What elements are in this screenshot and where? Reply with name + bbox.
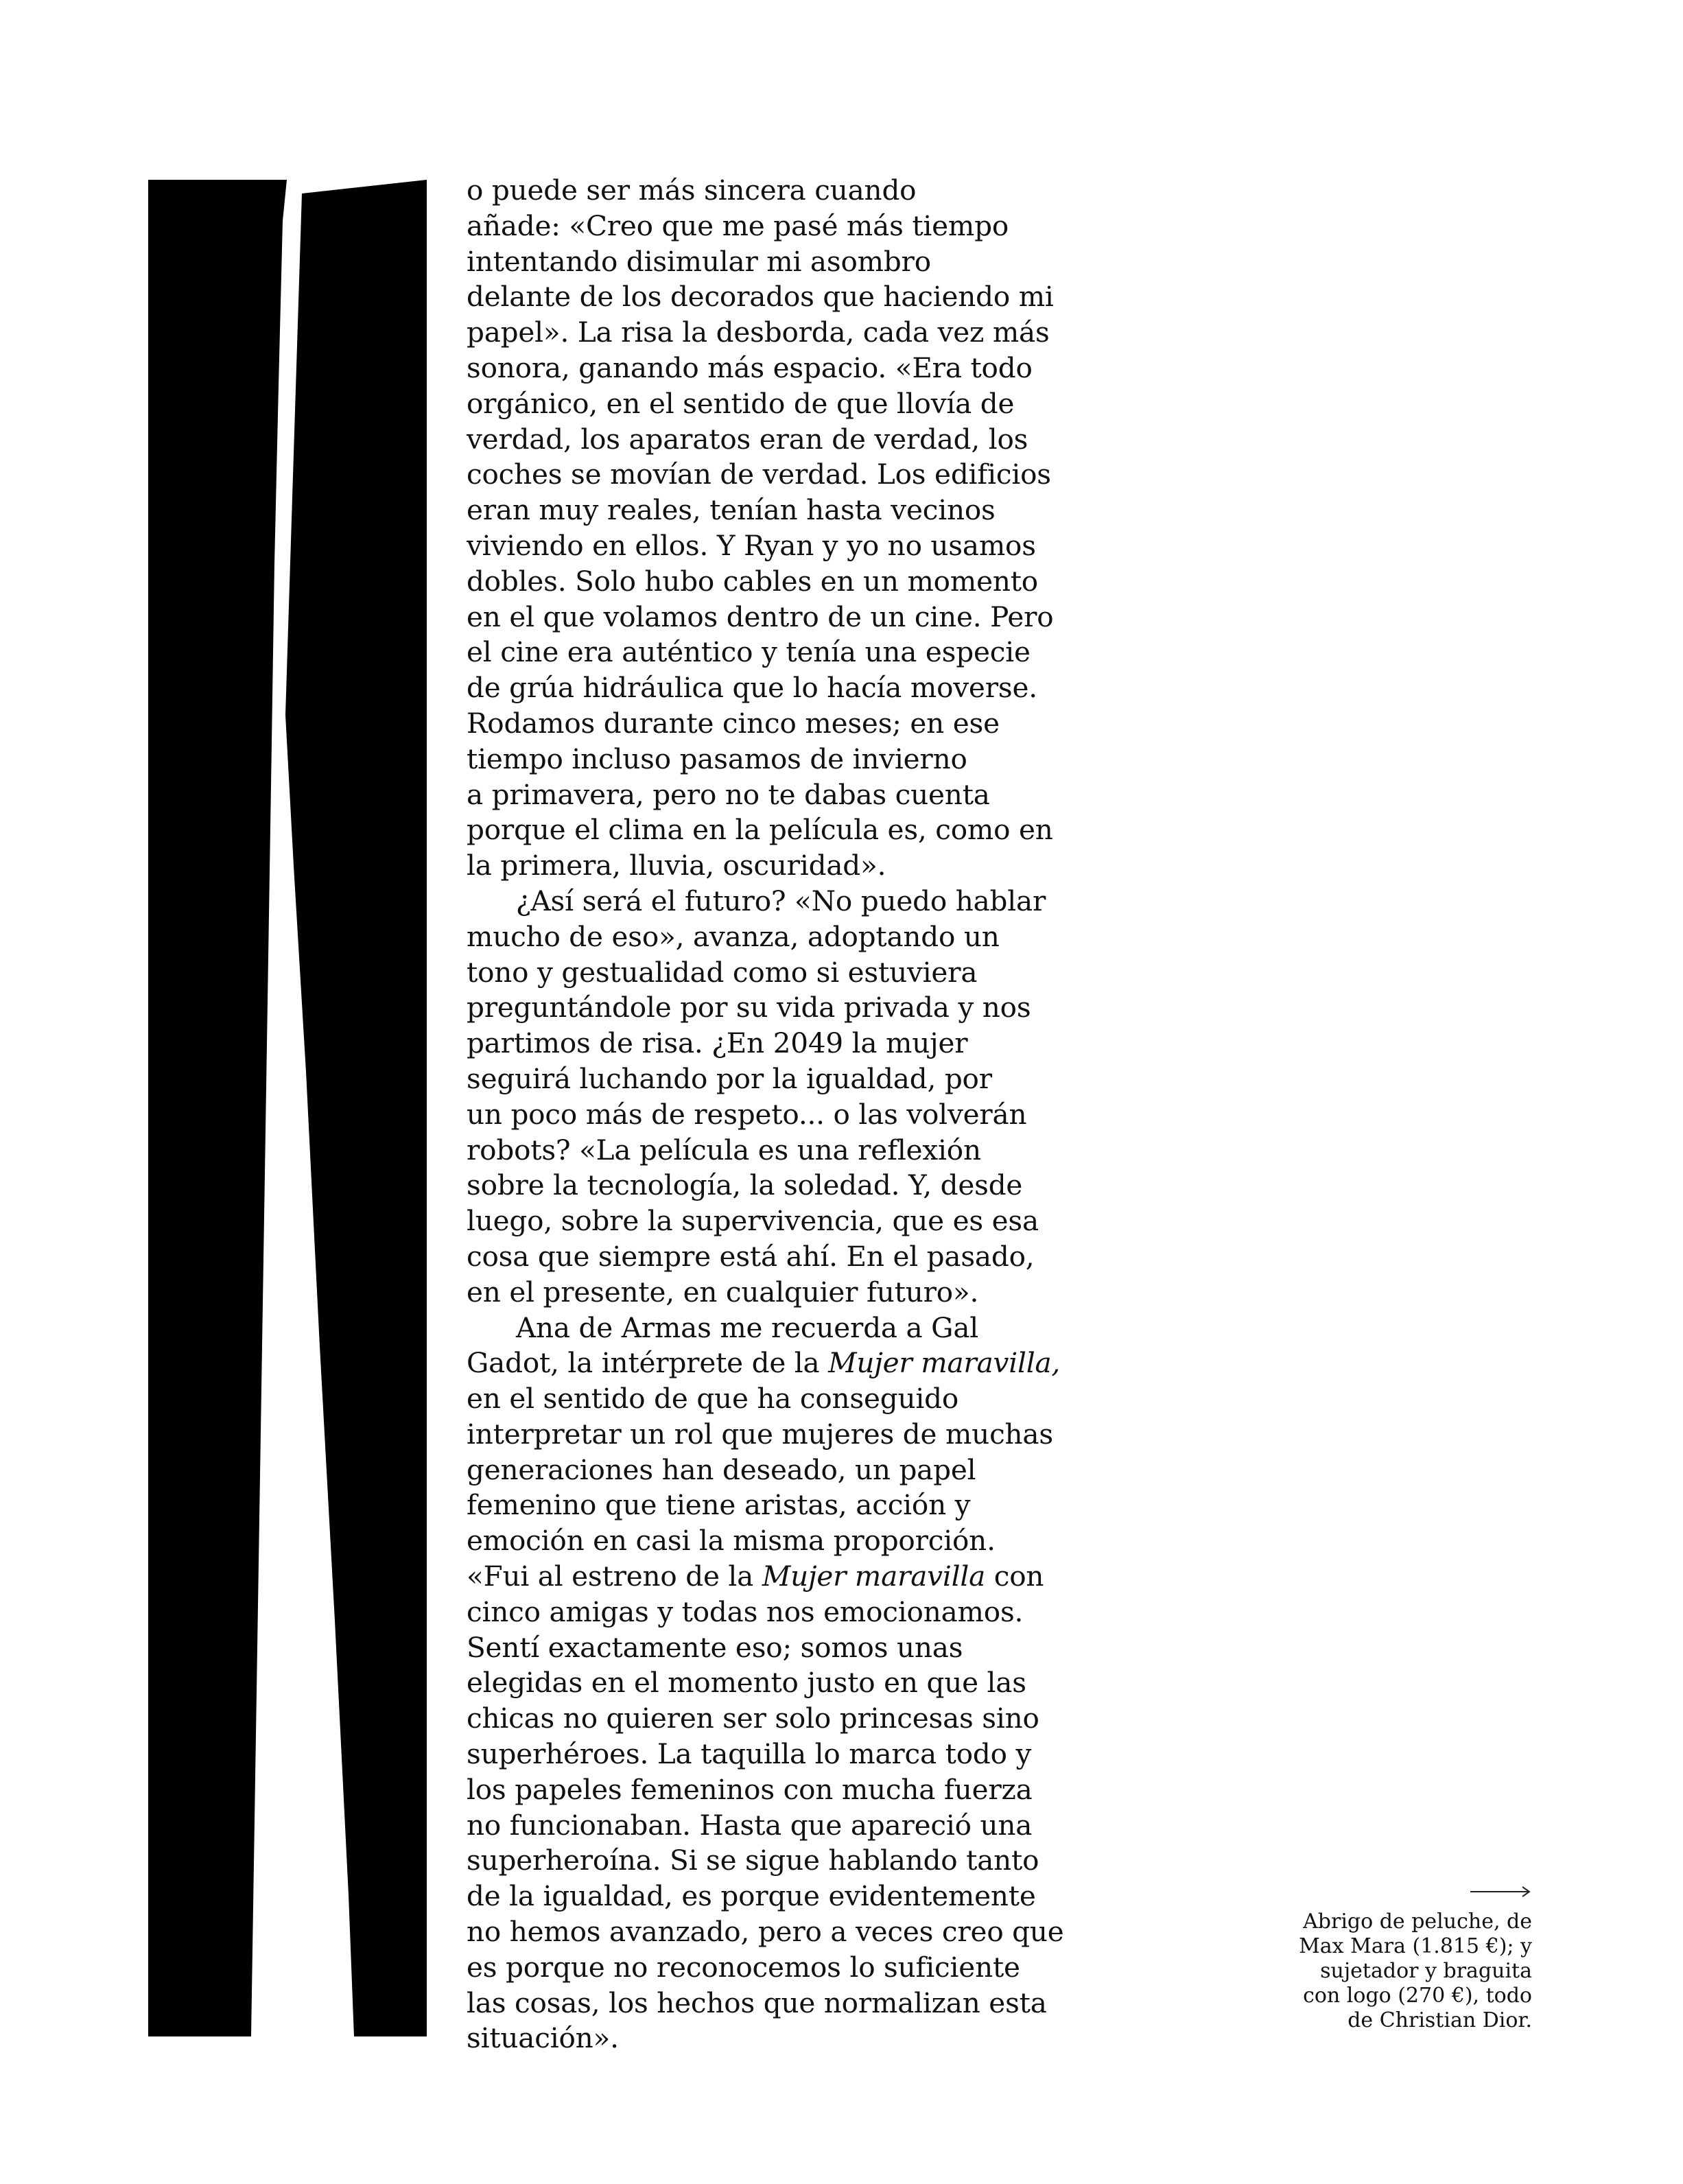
article-line: no hemos avanzado, pero a veces creo que [467, 1915, 1064, 1949]
article-line: «Fui al estreno de la Mujer maravilla con [467, 1560, 1044, 1593]
article-line: en el sentido de que ha conseguido [467, 1382, 959, 1416]
article-line: superheroína. Si se sigue hablando tanto [467, 1844, 1039, 1877]
article-line: papel». La risa la desborda, cada vez más [467, 316, 1050, 349]
article-line: emoción en casi la misma proporción. [467, 1524, 996, 1558]
article-line: situación». [467, 2021, 619, 2055]
article-line: la primera, lluvia, oscuridad». [467, 849, 886, 882]
article-line: sonora, ganando más espacio. «Era todo [467, 351, 1033, 384]
article-line: sobre la tecnología, la soledad. Y, desde [467, 1169, 1023, 1202]
article-line: a primavera, pero no te dabas cuenta [467, 777, 990, 811]
article-line: porque el clima en la película es, como en [467, 813, 1053, 847]
article-line: luego, sobre la supervivencia, que es esa [467, 1204, 1039, 1238]
article-line: un poco más de respeto... o las volverán [467, 1097, 1027, 1131]
article-line: en el presente, en cualquier futuro». [467, 1275, 979, 1308]
article-line: en el que volamos dentro de un cine. Pero [467, 600, 1054, 633]
article-line: generaciones han deseado, un papel [467, 1453, 976, 1486]
article-line: delante de los decorados que haciendo mi [467, 280, 1054, 314]
article-line: no funcionaban. Hasta que apareció una [467, 1808, 1033, 1842]
article-line: añade: «Creo que me pasé más tiempo [467, 209, 1009, 242]
article-line: Rodamos durante cinco meses; en ese [467, 706, 1000, 740]
article-line: verdad, los aparatos eran de verdad, los [467, 422, 1028, 456]
film-title: Mujer maravilla, [828, 1346, 1061, 1380]
article-line: Ana de Armas me recuerda a Gal [516, 1311, 979, 1344]
drop-cap-left-stroke [148, 180, 287, 2036]
article-line: dobles. Solo hubo cables en un momento [467, 564, 1038, 598]
article-line: es porque no reconocemos lo suficiente [467, 1950, 1020, 1984]
arrow-right-icon [1470, 1883, 1533, 1900]
article-line: intentando disimular mi asombro [467, 244, 931, 278]
article-body [467, 173, 1064, 2056]
article-line: partimos de risa. ¿En 2049 la mujer [467, 1026, 968, 1060]
film-title: Mujer maravilla [762, 1560, 986, 1593]
article-line: de grúa hidráulica que lo hacía moverse. [467, 671, 1037, 705]
article-line: de la igualdad, es porque evidentemente [467, 1879, 1036, 1913]
drop-cap-letter-n [148, 180, 427, 2036]
article-line: Sentí exactamente eso; somos unas [467, 1630, 963, 1664]
caption-line: Abrigo de peluche, de [1303, 1910, 1532, 1934]
article-line: interpretar un rol que mujeres de muchas [467, 1417, 1053, 1451]
article-line: preguntándole por su vida privada y nos [467, 991, 1031, 1024]
article-line: coches se movían de verdad. Los edificios [467, 458, 1051, 491]
caption-line: con logo (270 €), todo [1303, 1984, 1532, 2008]
article-line: cosa que siempre está ahí. En el pasado, [467, 1239, 1035, 1273]
caption-line: sujetador y braguita [1320, 1959, 1532, 1983]
article-line: orgánico, en el sentido de que llovía de [467, 386, 1015, 420]
photo-caption [1244, 1910, 1532, 2033]
article-line: cinco amigas y todas nos emocionamos. [467, 1595, 1024, 1628]
article-line: superhéroes. La taquilla lo marca todo y [467, 1737, 1032, 1771]
article-line: seguirá luchando por la igualdad, por [467, 1061, 992, 1095]
article-line: ¿Así será el futuro? «No puedo hablar [516, 884, 1046, 917]
article-line: elegidas en el momento justo en que las [467, 1666, 1026, 1700]
article-line: Gadot, la intérprete de la Mujer maravilla, [467, 1346, 1061, 1380]
caption-line: Max Mara (1.815 €); y [1299, 1934, 1532, 1958]
article-line: viviendo en ellos. Y Ryan y yo no usamos [467, 528, 1036, 562]
article-line: eran muy reales, tenían hasta vecinos [467, 493, 996, 527]
article-line: el cine era auténtico y tenía una especie [467, 635, 1031, 669]
article-line: o puede ser más sincera cuando [467, 174, 917, 207]
caption-line: de Christian Dior. [1347, 2008, 1532, 2032]
article-line: robots? «La película es una reflexión [467, 1133, 981, 1166]
article-line: las cosas, los hechos que normalizan esta [467, 1986, 1047, 2019]
drop-cap-diagonal-stroke [285, 180, 427, 2036]
article-line: femenino que tiene aristas, acción y [467, 1488, 971, 1522]
article-line: chicas no quieren ser solo princesas sino [467, 1702, 1039, 1735]
article-line: los papeles femeninos con mucha fuerza [467, 1772, 1033, 1806]
article-line: mucho de eso», avanza, adoptando un [467, 919, 1000, 953]
article-line: tiempo incluso pasamos de invierno [467, 742, 967, 775]
article-line: tono y gestualidad como si estuviera [467, 955, 978, 989]
